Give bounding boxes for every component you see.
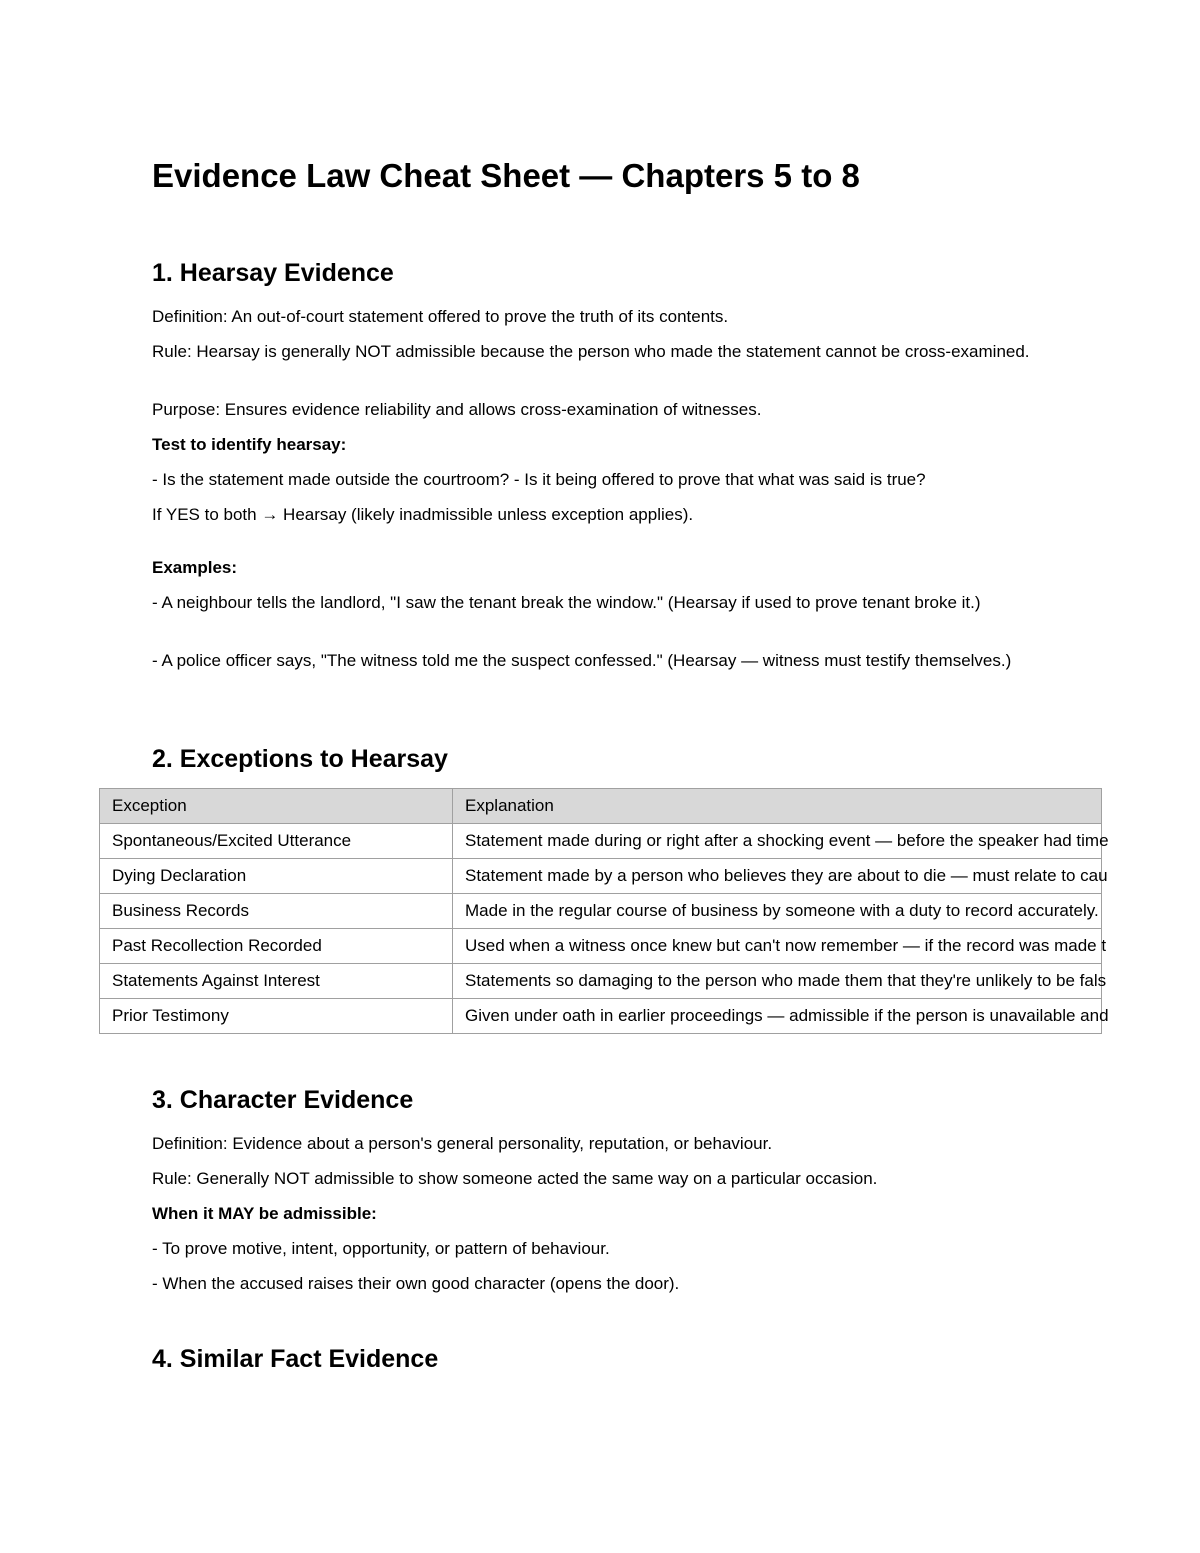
table-row xyxy=(100,859,1102,894)
table-row xyxy=(100,824,1102,859)
table-cell-exception: Business Records xyxy=(100,894,453,929)
hearsay-test-label: Test to identify hearsay: xyxy=(152,435,347,454)
hearsay-definition: Definition: An out-of-court statement offered to prove the truth of its contents. xyxy=(152,307,729,326)
hearsay-example-item: - A police officer says, "The witness told me the suspect confessed." (Hearsay — witness must testify themselves.) xyxy=(152,651,1012,670)
character-rule: Rule: Generally NOT admissible to show someone acted the same way on a particular occasion. xyxy=(152,1169,878,1188)
table-cell-explanation: Given under oath in earlier proceedings — admissible if the person is unavailable and xyxy=(453,999,1102,1034)
table-header-row xyxy=(100,789,1102,824)
table-row xyxy=(100,999,1102,1034)
section-heading-similar-fact: 4. Similar Fact Evidence xyxy=(152,1345,439,1373)
table-row xyxy=(100,964,1102,999)
section-heading-exceptions: 2. Exceptions to Hearsay xyxy=(152,745,448,773)
hearsay-rule: Rule: Hearsay is generally NOT admissible because the person who made the statement cannot be cross-examined. xyxy=(152,342,1030,361)
table-cell-explanation: Statement made by a person who believes they are about to die — must relate to cau xyxy=(453,859,1102,894)
table-cell-explanation: Statement made during or right after a shocking event — before the speaker had time xyxy=(453,824,1102,859)
table-cell-explanation: Made in the regular course of business by someone with a duty to record accurately. xyxy=(453,894,1102,929)
column-header-explanation: Explanation xyxy=(453,789,1102,824)
section-heading-hearsay: 1. Hearsay Evidence xyxy=(152,259,394,287)
document-title: Evidence Law Cheat Sheet — Chapters 5 to 8 xyxy=(152,157,860,194)
hearsay-purpose: Purpose: Ensures evidence reliability and allows cross-examination of witnesses. xyxy=(152,400,762,419)
table-cell-exception: Prior Testimony xyxy=(100,999,453,1034)
exceptions-table-container xyxy=(99,788,1200,1036)
table-cell-exception: Dying Declaration xyxy=(100,859,453,894)
hearsay-test-questions: - Is the statement made outside the courtroom? - Is it being offered to prove that what was said is true? xyxy=(152,470,926,489)
table-cell-explanation: Statements so damaging to the person who made them that they're unlikely to be fals xyxy=(453,964,1102,999)
column-header-exception: Exception xyxy=(100,789,453,824)
character-when-item: - To prove motive, intent, opportunity, or pattern of behaviour. xyxy=(152,1239,610,1258)
character-when-label: When it MAY be admissible: xyxy=(152,1204,377,1223)
table-row xyxy=(100,894,1102,929)
character-definition: Definition: Evidence about a person's general personality, reputation, or behaviour. xyxy=(152,1134,773,1153)
section-heading-character: 3. Character Evidence xyxy=(152,1086,414,1114)
hearsay-examples-label: Examples: xyxy=(152,558,238,577)
table-cell-exception: Past Recollection Recorded xyxy=(100,929,453,964)
table-cell-exception: Statements Against Interest xyxy=(100,964,453,999)
exceptions-table xyxy=(99,788,1109,1034)
hearsay-example-item: - A neighbour tells the landlord, "I saw the tenant break the window." (Hearsay if used to prove tenant broke it.) xyxy=(152,593,981,612)
table-cell-exception: Spontaneous/Excited Utterance xyxy=(100,824,453,859)
character-when-item: - When the accused raises their own good character (opens the door). xyxy=(152,1274,680,1293)
table-cell-explanation: Used when a witness once knew but can't now remember — if the record was made t xyxy=(453,929,1102,964)
table-row xyxy=(100,929,1102,964)
hearsay-test-result: If YES to both → Hearsay (likely inadmissible unless exception applies). xyxy=(152,505,694,524)
